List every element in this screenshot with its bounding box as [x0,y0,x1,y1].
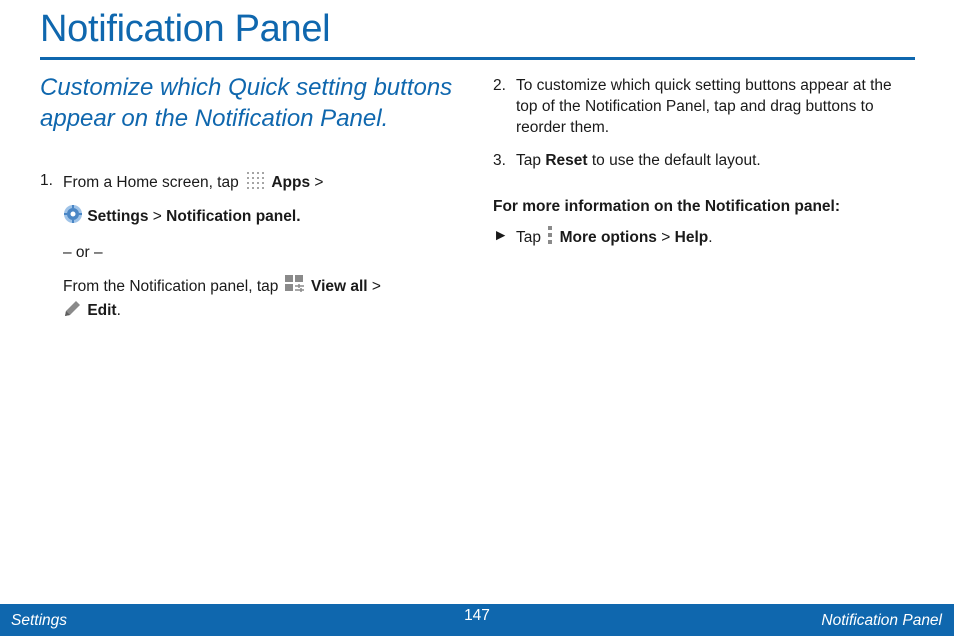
step-1-line-3 [63,275,460,299]
step-3 [493,150,913,171]
step-1-number: 1. [40,172,53,189]
step-1-line-1 [63,170,460,196]
step-2-text: To customize which quick setting buttons appear at the top of the Notification Panel, tap and drag buttons to reorder them. [516,77,892,136]
page-footer [0,604,954,636]
view-all-label: View all [311,278,368,296]
footer-chapter-name: Notification Panel [821,612,942,629]
view-all-icon [285,275,305,299]
edit-label: Edit [87,302,117,320]
help-label: Help [674,229,709,247]
more-options-icon [547,225,553,251]
page-title: Notification Panel [40,8,331,50]
bullet-period: . [708,229,713,247]
step-2 [493,75,913,138]
step-1 [40,170,460,323]
more-info-bullet [493,225,913,251]
settings-gear-icon [63,204,83,230]
apps-label: Apps [271,174,311,192]
right-column [493,75,913,251]
or-divider: – or – [63,244,103,261]
settings-label: Settings [87,208,149,226]
separator-2: > [152,208,162,226]
step-3-text-a: Tap [516,152,541,169]
reset-label: Reset [545,152,588,169]
left-column [40,72,460,323]
pencil-edit-icon [63,299,83,323]
section-subtitle: Customize which Quick setting buttons appear on the Notification Panel. [40,74,453,132]
notification-panel-label: Notification panel. [166,208,301,226]
more-options-label: More options [559,229,657,247]
footer-section-name: Settings [11,612,68,629]
bullet-text-a: Tap [516,229,541,247]
step-1-period: . [116,302,121,320]
step-1-line-2 [63,204,460,230]
bullet-arrow-icon: ► [493,227,509,244]
separator-1: > [314,174,324,192]
separator-3: > [371,278,381,296]
step-3-text-b: to use the default layout. [591,152,761,169]
step-1-text-a: From a Home screen, tap [63,174,239,192]
step-1-text-b: From the Notification panel, tap [63,278,279,296]
step-1-line-4 [63,299,460,323]
more-info-heading: For more information on the Notification panel: [493,198,841,215]
step-2-number: 2. [493,77,506,94]
bullet-separator: > [661,229,671,247]
apps-grid-icon [245,170,265,196]
footer-page-number: 147 [464,607,490,624]
step-3-number: 3. [493,152,506,169]
title-divider [40,57,915,60]
